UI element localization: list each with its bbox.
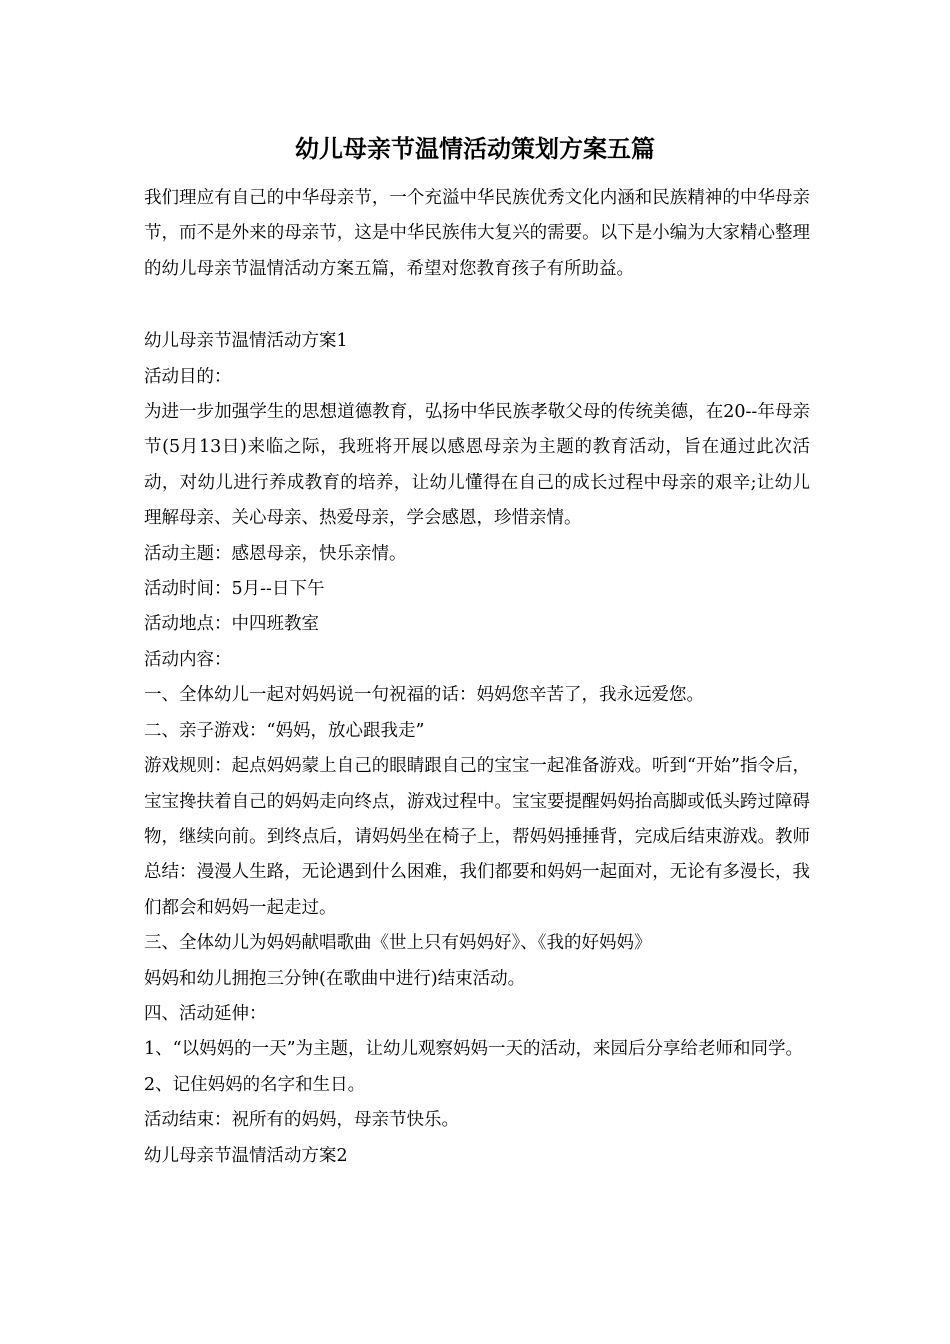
activity-location: 活动地点：中四班教室: [144, 614, 319, 635]
hug-paragraph: 妈妈和幼儿拥抱三分钟(在歌曲中进行)结束活动。: [144, 968, 526, 989]
intro-paragraph: 我们理应有自己的中华母亲节，一个充溢中华民族优秀文化内涵和民族精神的中华母亲节，而不是外来的母亲节，这是中华民族伟大复兴的需要。以下是小编为大家精心整理的幼儿母亲节温情活动方案五篇，希望对您教育孩子有所助益。: [144, 188, 810, 279]
activity-content-label: 活动内容：: [144, 649, 232, 670]
document-body: [144, 181, 810, 1174]
activity-time: 活动时间：5月--日下午: [144, 579, 325, 600]
purpose-paragraph: 为进一步加强学生的思想道德教育，弘扬中华民族孝敬父母的传统美德，在20--年母亲节(5月13日)来临之际，我班将开展以感恩母亲为主题的教育活动，旨在通过此次活动，对幼儿进行养成教育的培养，让幼儿懂得在自己的成长过程中母亲的艰辛;让幼儿理解母亲、关心母亲、热爱母亲，学会感恩，珍惜亲情。: [144, 402, 810, 529]
purpose-label: 活动目的：: [144, 366, 232, 387]
content-item-2: 二、亲子游戏：“妈妈，放心跟我走”: [144, 720, 425, 741]
extension-item-2: 2、记住妈妈的名字和生日。: [144, 1074, 366, 1095]
document-title: 幼儿母亲节温情活动策划方案五篇: [295, 134, 655, 163]
game-rules-paragraph: 游戏规则：起点妈妈蒙上自己的眼睛跟自己的宝宝一起准备游戏。听到“开始”指令后，宝宝搀扶着自己的妈妈走向终点，游戏过程中。宝宝要提醒妈妈抬高脚或低头跨过障碍物，继续向前。到终点后，请妈妈坐在椅子上，帮妈妈捶捶背，完成后结束游戏。教师总结：漫漫人生路，无论遇到什么困难，我们都要和妈妈一起面对，无论有多漫长，我们都会和妈妈一起走过。: [144, 756, 810, 918]
section-heading-plan-2: 幼儿母亲节温情活动方案2: [144, 1145, 348, 1166]
content-item-4: 四、活动延伸：: [144, 1003, 267, 1024]
activity-theme: 活动主题：感恩母亲，快乐亲情。: [144, 543, 407, 564]
paragraph-gap: [144, 287, 810, 324]
extension-item-1: 1、“以妈妈的一天”为主题，让幼儿观察妈妈一天的活动，来园后分享给老师和同学。: [144, 1039, 804, 1060]
activity-end: 活动结束：祝所有的妈妈，母亲节快乐。: [144, 1110, 459, 1131]
content-item-1: 一、全体幼儿一起对妈妈说一句祝福的话：妈妈您辛苦了，我永远爱您。: [144, 685, 704, 706]
content-item-3: 三、全体幼儿为妈妈献唱歌曲《世上只有妈妈好》、《我的好妈妈》: [144, 933, 652, 954]
section-heading-plan-1: 幼儿母亲节温情活动方案1: [144, 331, 348, 352]
